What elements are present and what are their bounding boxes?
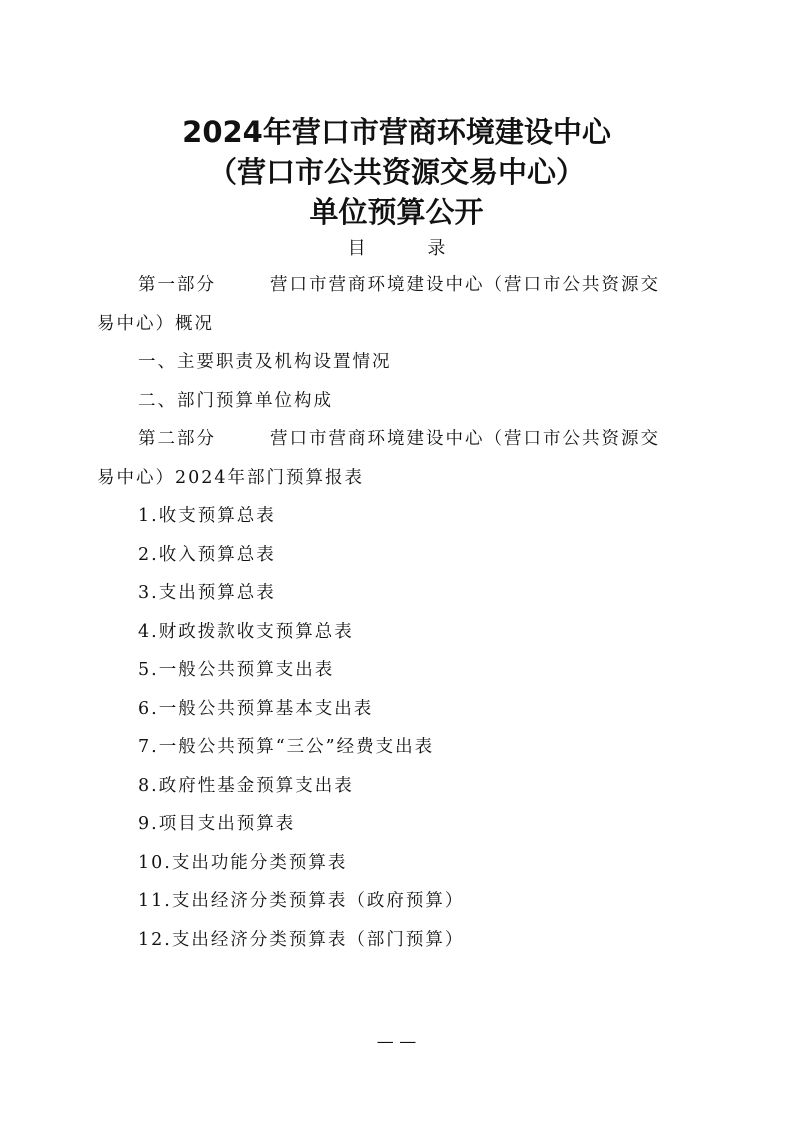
toc-item-part1-1: 一、主要职责及机构设置情况 bbox=[138, 352, 392, 372]
toc-item-part1-2: 二、部门预算单位构成 bbox=[138, 390, 333, 411]
toc-part-2 bbox=[97, 420, 707, 459]
table-of-contents bbox=[97, 266, 707, 959]
page-number: — — bbox=[376, 1032, 417, 1052]
toc-heading: 目 录 bbox=[347, 238, 474, 259]
part-1-text-line-2: 易中心）概况 bbox=[97, 313, 214, 334]
toc-item-1: 1.收支预算总表 bbox=[138, 506, 276, 526]
toc-item-9: 9.项目支出预算表 bbox=[138, 814, 296, 834]
toc-item-12: 12.支出经济分类预算表（部门预算） bbox=[138, 929, 465, 950]
toc-item-6: 6.一般公共预算基本支出表 bbox=[138, 698, 374, 719]
toc-item-3: 3.支出预算总表 bbox=[138, 583, 276, 603]
part-2-text-line-2: 易中心）2024年部门预算报表 bbox=[97, 467, 365, 488]
toc-part-1 bbox=[97, 266, 707, 305]
part-1-text-line-1: 营口市营商环境建设中心（营口市公共资源交 bbox=[270, 275, 660, 295]
toc-item-5: 5.一般公共预算支出表 bbox=[138, 660, 335, 680]
toc-item-11: 11.支出经济分类预算表（政府预算） bbox=[138, 891, 465, 911]
toc-item-7: 7.一般公共预算“三公”经费支出表 bbox=[138, 737, 435, 757]
title-line-1: 2024年营口市营商环境建设中心 bbox=[182, 115, 611, 149]
toc-item-4: 4.财政拨款收支预算总表 bbox=[138, 621, 354, 642]
part-2-label: 第二部分 bbox=[138, 429, 216, 449]
document-title bbox=[0, 112, 793, 232]
toc-item-10: 10.支出功能分类预算表 bbox=[138, 852, 348, 873]
title-line-2: （营口市公共资源交易中心） bbox=[207, 155, 585, 189]
title-line-3: 单位预算公开 bbox=[309, 195, 484, 229]
part-2-text-line-1: 营口市营商环境建设中心（营口市公共资源交 bbox=[270, 429, 660, 449]
part-1-label: 第一部分 bbox=[138, 275, 216, 295]
toc-item-2: 2.收入预算总表 bbox=[138, 544, 276, 565]
toc-item-8: 8.政府性基金预算支出表 bbox=[138, 775, 354, 796]
